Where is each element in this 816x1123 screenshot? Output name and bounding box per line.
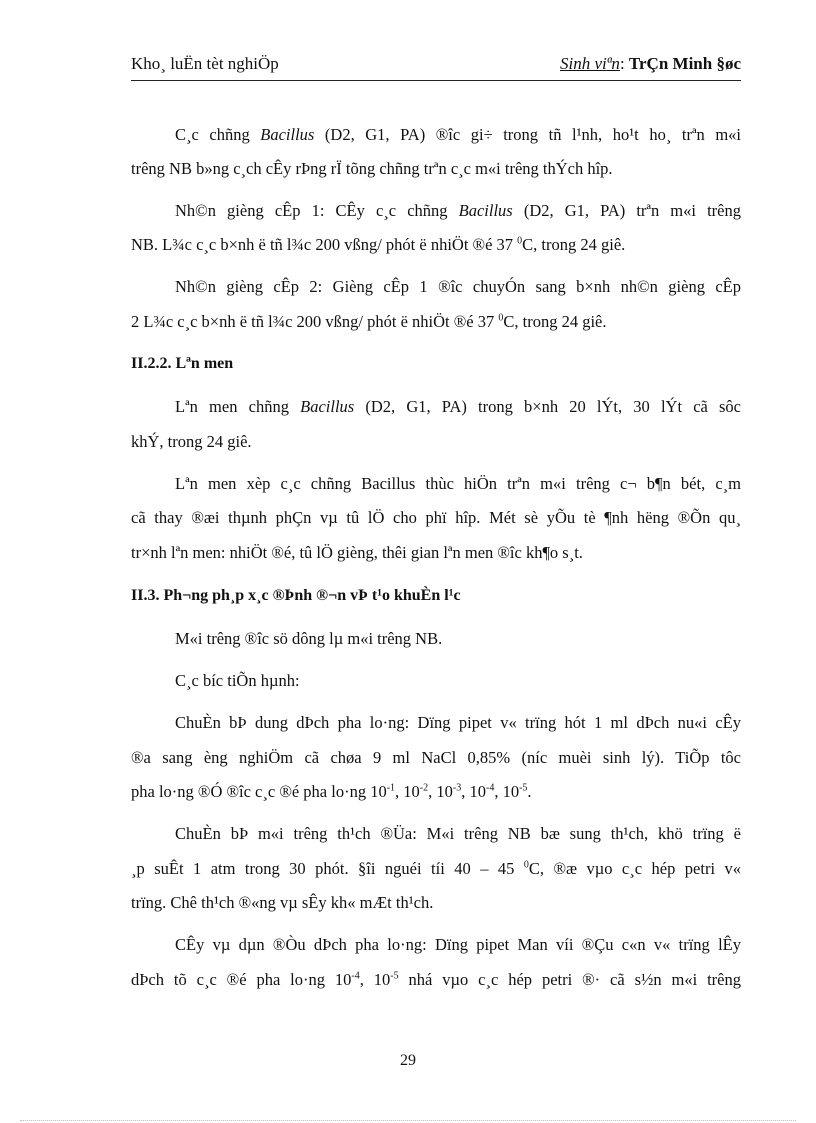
text-run: , 10 [461, 782, 486, 801]
paragraph-line: ®a sang èng nghiÖm cã chøa 9 ml NaCl 0,85% (níc muèi sinh lý). TiÕp tôc [131, 748, 741, 767]
superscript: -3 [452, 782, 462, 794]
paragraph-line: Lªn men xèp c¸c chñng Bacillus thùc hiÖn trªn m«i trêng c¬ b¶n bét, c¸m [175, 474, 741, 493]
header-student-label [560, 54, 620, 73]
superscript: -5 [390, 970, 399, 982]
superscript: -4 [485, 782, 495, 794]
species-name: Bacillus [260, 125, 315, 144]
page-number: 29 [400, 1052, 416, 1069]
text-run: nhá vµo c¸c hép petri ®· cã s½n m«i trêng [398, 970, 742, 989]
superscript: -5 [519, 782, 528, 794]
text-run: NB. L¾c c¸c b×nh ë tñ l¾c 200 vßng/ phót ë nhiÖt ®é 37 [131, 235, 518, 254]
paragraph-line: tr×nh lªn men: nhiÖt ®é, tû lÖ gièng, thêi gian lªn men ®îc kh¶o s¸t. [131, 543, 583, 562]
header-student-label-a: Sinh vi [559, 54, 607, 73]
text-run: , 10 [428, 782, 453, 801]
paragraph-line: cã thay ®æi thµnh phÇn vµ tû lÖ cho phï hîp. Mét sè yÕu tè ¶nh hëng ®Õn qu¸ [131, 508, 741, 527]
paragraph-line: M«i trêng ®îc sö dông lµ m«i trêng NB. [175, 629, 443, 648]
paragraph-line: ChuÈn bÞ m«i trêng th¹ch ®Üa: M«i trêng NB bæ sung th¹ch, khö trïng ë [175, 824, 741, 843]
superscript: 0 [498, 312, 504, 324]
text-run: dÞch tõ c¸c ®é pha lo·ng 10 [131, 970, 352, 989]
paragraph-line: trïng. Chê th¹ch ®«ng vµ sÊy kh« mÆt th¹ch. [131, 893, 434, 912]
text-run: . [527, 782, 532, 801]
paragraph-line [131, 235, 625, 255]
header-student-label-b: ªn [606, 54, 620, 73]
superscript: -4 [351, 970, 360, 982]
text-run: C, trong 24 giê. [503, 312, 607, 331]
species-name: Bacillus [300, 397, 355, 416]
superscript: 0 [517, 235, 523, 247]
paragraph-line [175, 397, 741, 417]
header-student-name: TrÇn Minh §øc [628, 54, 741, 73]
text-run: , 10 [494, 782, 520, 801]
text-run: 2 L¾c c¸c b×nh ë tñ l¾c 200 vßng/ phót ë nhiÖt ®é 37 [131, 312, 499, 331]
species-name: Bacillus [458, 201, 513, 220]
paragraph-line: C¸c bíc tiÕn hµnh: [175, 671, 300, 690]
page-header [131, 54, 741, 81]
header-student [560, 54, 741, 74]
text-run: (D2, G1, PA) trong b×nh 20 lÝt, 30 lÝt cã sôc [354, 397, 742, 416]
paragraph-line: Nh©n gièng cÊp 2: Gièng cÊp 1 ®îc chuyÓn sang b×nh nh©n gièng cÊp [175, 277, 741, 296]
paragraph-line [131, 782, 532, 802]
text-run: C, trong 24 giê. [522, 235, 626, 254]
paragraph-line [131, 859, 741, 879]
paragraph-line: CÊy vµ dµn ®Òu dÞch pha lo·ng: Dïng pipet Man víi ®Çu c«n v« trïng lÊy [175, 935, 741, 954]
paragraph-line [131, 312, 606, 332]
text-run: (D2, G1, PA) trªn m«i trêng [512, 201, 741, 220]
superscript: -2 [419, 782, 429, 794]
paragraph-line: khÝ, trong 24 giê. [131, 432, 252, 451]
section-heading: II.3. Ph¬ng ph¸p x¸c ®Þnh ®¬n vÞ t¹o khuÈn l¹c [131, 587, 461, 604]
text-run: (D2, G1, PA) ®îc gi÷ trong tñ l¹nh, ho¹t ho¸ trªn m«i [314, 125, 741, 144]
paragraph-line [131, 970, 741, 990]
paragraph-line: trêng NB b»ng c¸ch cÊy rÞng rÏ tõng chñng trªn c¸c m«i trêng thÝch hîp. [131, 159, 613, 178]
superscript: -1 [386, 782, 396, 794]
paragraph-line [175, 201, 741, 221]
header-colon: : [619, 54, 625, 73]
text-run: C¸c chñng [175, 125, 261, 144]
text-run: Lªn men chñng [175, 397, 301, 416]
paragraph-line [175, 125, 741, 145]
section-heading: II.2.2. Lªn men [131, 355, 234, 372]
page-bottom-divider [20, 1120, 796, 1121]
text-run: pha lo·ng ®Ó ®îc c¸c ®é pha lo·ng 10 [131, 782, 387, 801]
text-run: C, ®æ vµo c¸c hép petri v« [528, 859, 741, 878]
text-run: , 10 [395, 782, 420, 801]
superscript: 0 [523, 859, 529, 871]
header-thesis-title: Kho¸ luËn tèt nghiÖp [131, 54, 279, 73]
text-run: ¸p suÊt 1 atm trong 30 phót. §îi nguéi tíi 40 – 45 [131, 859, 524, 878]
paragraph-line: ChuÈn bÞ dung dÞch pha lo·ng: Dïng pipet v« trïng hót 1 ml dÞch nu«i cÊy [175, 713, 741, 732]
text-run: , 10 [359, 970, 391, 989]
text-run: Nh©n gièng cÊp 1: CÊy c¸c chñng [175, 201, 459, 220]
